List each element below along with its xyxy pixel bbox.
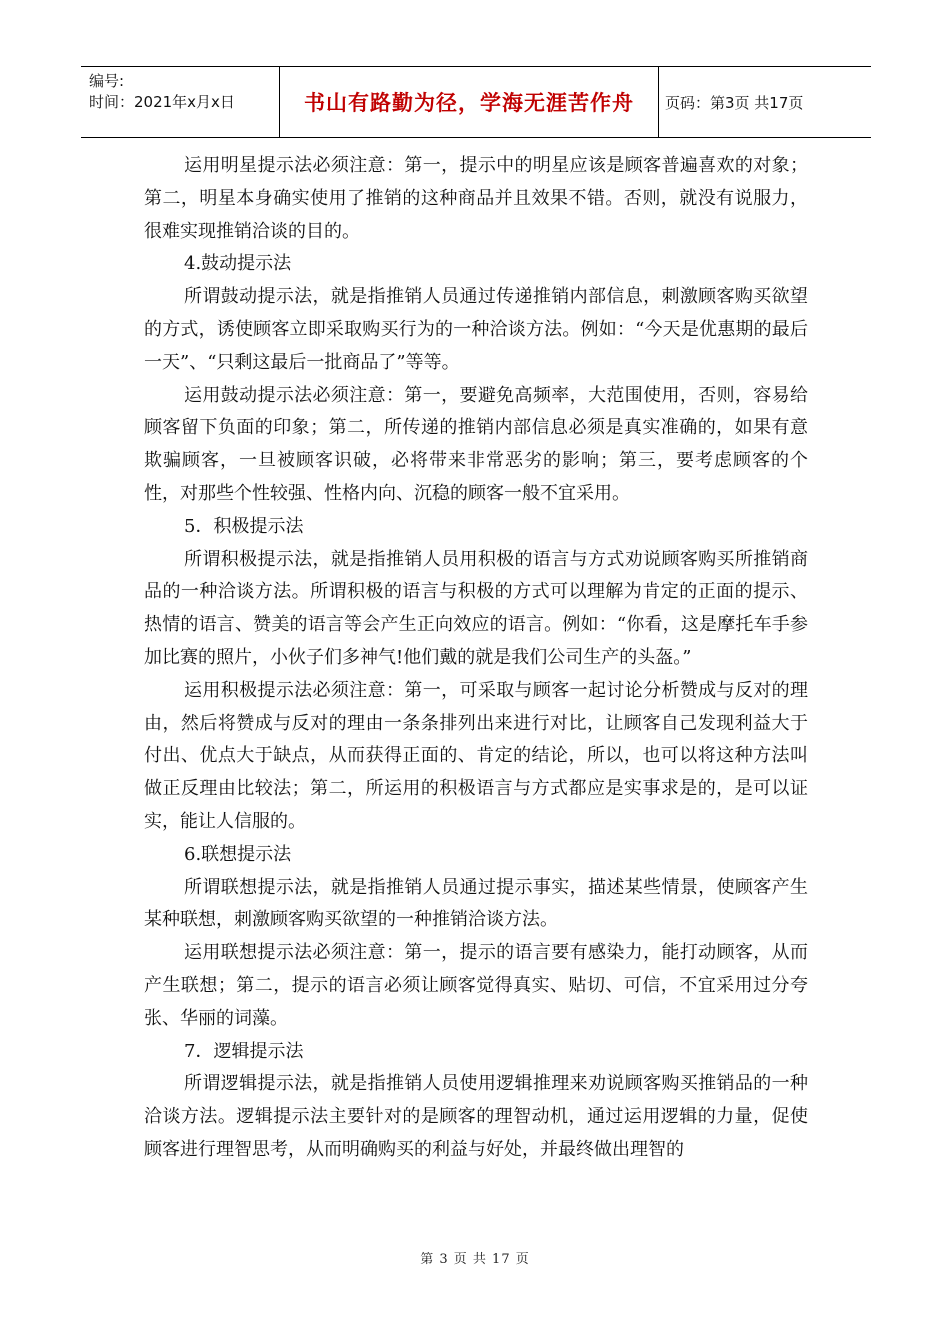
document-date: 时间：2021年x月x日 bbox=[89, 93, 235, 111]
paragraph: 所谓联想提示法，就是指推销人员通过提示事实，描述某些情景，使顾客产生某种联想，刺激顾客购买欲望的一种推销洽谈方法。 bbox=[144, 876, 808, 931]
paragraph: 运用联想提示法必须注意：第一，提示的语言要有感染力，能打动顾客，从而产生联想；第二，提示的语言必须让顾客觉得真实、贴切、可信，不宜采用过分夸张、华丽的词藻。 bbox=[144, 942, 808, 1029]
page-footer: 第 3 页 共 17 页 bbox=[420, 1252, 530, 1267]
header-left-cell bbox=[81, 67, 280, 137]
section-heading: 6.联想提示法 bbox=[184, 843, 292, 865]
section-heading: 7．逻辑提示法 bbox=[184, 1040, 304, 1062]
paragraph: 运用明星提示法必须注意：第一，提示中的明星应该是顾客普遍喜欢的对象；第二，明星本身确实使用了推销的这种商品并且效果不错。否则，就没有说服力，很难实现推销洽谈的目的。 bbox=[144, 155, 808, 242]
section-heading: 5．积极提示法 bbox=[184, 515, 304, 537]
paragraph: 所谓鼓动提示法，就是指推销人员通过传递推销内部信息，刺激顾客购买欲望的方式，诱使顾客立即采取购买行为的一种洽谈方法。例如：“今天是优惠期的最后一天”、“只剩这最后一批商品了”等等。 bbox=[144, 286, 808, 373]
document-body bbox=[144, 150, 808, 1167]
paragraph: 运用鼓动提示法必须注意：第一，要避免高频率，大范围使用，否则，容易给顾客留下负面的印象；第二，所传递的推销内部信息必须是真实准确的，如果有意欺骗顾客，一旦被顾客识破，必将带来非常恶劣的影响；第三，要考虑顾客的个性，对那些个性较强、性格内向、沉稳的顾客一般不宜采用。 bbox=[144, 384, 808, 504]
page-header bbox=[81, 66, 871, 138]
document-number-label: 编号: bbox=[89, 72, 125, 90]
paragraph: 运用积极提示法必须注意：第一，可采取与顾客一起讨论分析赞成与反对的理由，然后将赞成与反对的理由一条条排列出来进行对比，让顾客自己发现利益大于付出、优点大于缺点，从而获得正面的、肯定的结论，所以，也可以将这种方法叫做正反理由比较法；第二，所运用的积极语言与方式都应是实事求是的，是可以证实，能让人信服的。 bbox=[144, 679, 808, 832]
header-motto: 书山有路勤为径，学海无涯苦作舟 bbox=[280, 67, 659, 137]
header-page-info: 页码：第3页 共17页 bbox=[665, 93, 804, 112]
paragraph: 所谓逻辑提示法，就是指推销人员使用逻辑推理来劝说顾客购买推销品的一种洽谈方法。逻辑提示法主要针对的是顾客的理智动机，通过运用逻辑的力量，促使顾客进行理智思考，从而明确购买的利益与好处，并最终做出理智的 bbox=[144, 1073, 808, 1160]
paragraph: 所谓积极提示法，就是指推销人员用积极的语言与方式劝说顾客购买所推销商品的一种洽谈方法。所谓积极的语言与积极的方式可以理解为肯定的正面的提示、热情的语言、赞美的语言等会产生正向效应的语言。例如：“你看，这是摩托车手参加比赛的照片，小伙子们多神气!他们戴的就是我们公司生产的头盔。” bbox=[144, 548, 808, 668]
section-heading: 4.鼓动提示法 bbox=[184, 253, 292, 275]
